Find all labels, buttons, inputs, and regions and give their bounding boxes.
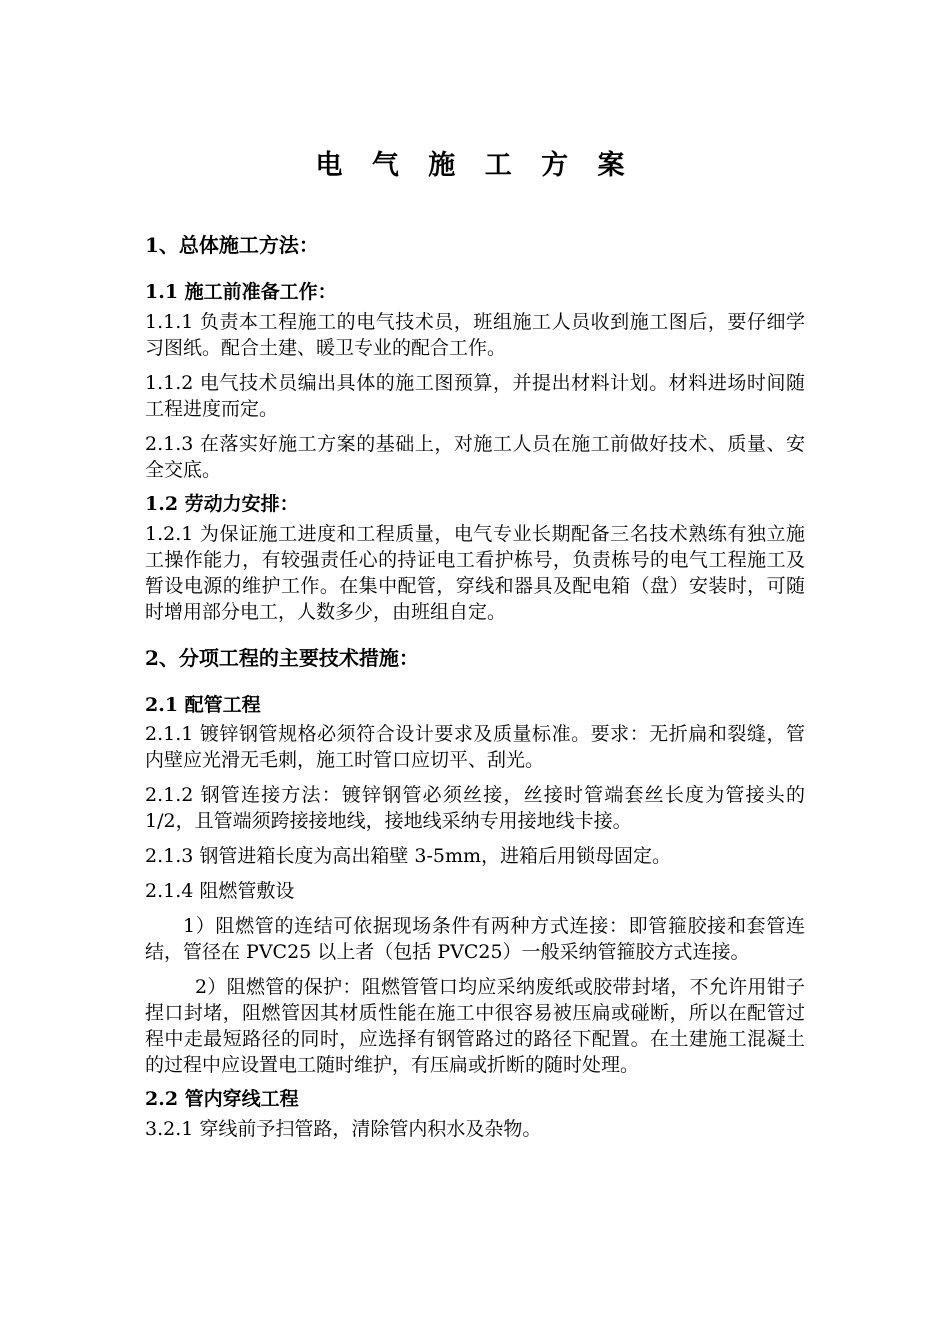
- section-1-2-heading: 1.2 劳动力安排：: [145, 493, 299, 516]
- paragraph-2-1-4-item-2: 2）阻燃管的保护：阻燃管管口均应采纳废纸或胶带封堵，不允许用钳子捏口封堵，阻燃管因其材质性能在施工中很容易被压扁或碰断，所以在配管过程中走最短路径的同时，应选择有钢管路过的路径下配置。在土建施工混凝土的过程中应设置电工随时维护，有压扁或折断的随时处理。: [145, 976, 805, 1077]
- document-page: [145, 150, 805, 1151]
- paragraph-1-1-2: 1.1.2 电气技术员编出具体的施工图预算，并提出材料计划。材料进场时间随工程进度而定。: [145, 372, 805, 421]
- section-2-heading: 2、分项工程的主要技术措施：: [145, 645, 419, 670]
- section-1-heading: 1、总体施工方法：: [145, 233, 319, 258]
- paragraph-1-1-1: 1.1.1 负责本工程施工的电气技术员，班组施工人员收到施工图后，要仔细学习图纸。配合土建、暖卫专业的配合工作。: [145, 311, 805, 360]
- paragraph-1-2-1: 1.2.1 为保证施工进度和工程质量，电气专业长期配备三名技术熟练有独立施工操作能力，有较强责任心的持证电工看护栋号，负责栋号的电气工程施工及暂设电源的维护工作。在集中配管，穿线和器具及配电箱（盘）安装时，可随时增用部分电工，人数多少，由班组自定。: [145, 522, 805, 623]
- paragraph-2-1-4-item-1: 1）阻燃管的连结可依据现场条件有两种方式连接：即管箍胶接和套管连结，管径在 PVC25 以上者（包括 PVC25）一般采纳管箍胶方式连接。: [145, 915, 805, 964]
- paragraph-2-1-3-prep: 2.1.3 在落实好施工方案的基础上，对施工人员在施工前做好技术、质量、安全交底。: [145, 433, 805, 482]
- paragraph-3-2-1: 3.2.1 穿线前予扫管路，清除管内积水及杂物。: [145, 1118, 542, 1141]
- paragraph-2-1-3: 2.1.3 钢管进箱长度为高出箱壁 3-5mm，进箱后用锁母固定。: [145, 845, 672, 868]
- section-2-1-heading: 2.1 配管工程: [145, 693, 261, 716]
- paragraph-2-1-1: 2.1.1 镀锌钢管规格必须符合设计要求及质量标准。要求：无折扁和裂缝，管内壁应光滑无毛刺，施工时管口应切平、刮光。: [145, 723, 805, 772]
- document-title: 电 气 施 工 方 案: [315, 150, 635, 181]
- paragraph-2-1-2: 2.1.2 钢管连接方法：镀锌钢管必须丝接，丝接时管端套丝长度为管接头的 1/2，且管端须跨接接地线，接地线采纳专用接地线卡接。: [145, 784, 805, 833]
- paragraph-2-1-4: 2.1.4 阻燃管敷设: [145, 880, 295, 903]
- section-2-2-heading: 2.2 管内穿线工程: [145, 1088, 299, 1111]
- section-1-1-heading: 1.1 施工前准备工作：: [145, 281, 337, 304]
